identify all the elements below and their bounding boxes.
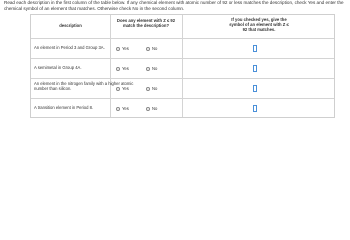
no-option[interactable] <box>146 46 157 51</box>
row-description: An element in the nitrogen family with a higher atomic number than silicon. <box>34 81 134 91</box>
row-description: A semimetal in Group 4A. <box>34 65 82 70</box>
column-divider <box>182 15 183 117</box>
yes-option[interactable] <box>116 66 146 71</box>
yes-radio[interactable] <box>116 87 120 91</box>
no-label: No <box>152 86 158 91</box>
yes-option[interactable] <box>116 106 146 111</box>
row-divider <box>31 78 334 79</box>
no-option[interactable] <box>146 86 157 91</box>
yes-radio[interactable] <box>116 107 120 111</box>
row-divider <box>31 58 334 59</box>
yes-option[interactable] <box>116 46 146 51</box>
no-radio[interactable] <box>146 107 150 111</box>
yes-label: Yes <box>122 46 129 51</box>
header-match: Does any element with Z ≤ 92 match the description? <box>116 18 176 28</box>
row-description: A transition element in Period 8. <box>34 105 94 110</box>
no-option[interactable] <box>146 106 157 111</box>
no-radio[interactable] <box>146 47 150 51</box>
no-radio[interactable] <box>146 87 150 91</box>
no-option[interactable] <box>146 66 157 71</box>
match-radio-group <box>116 46 157 51</box>
yes-option[interactable] <box>116 86 146 91</box>
yes-label: Yes <box>122 86 129 91</box>
symbol-input[interactable] <box>253 85 257 92</box>
answer-table <box>30 14 335 118</box>
instructions-text: Read each description in the first column of the table below. If any chemical element with atomic number of 92 or less matches the description, check Yes and enter the chemical symbol of an element that matches. Otherwise check No in the second column. <box>4 0 344 11</box>
symbol-input[interactable] <box>253 65 257 72</box>
no-label: No <box>152 66 158 71</box>
yes-label: Yes <box>122 66 129 71</box>
yes-label: Yes <box>122 106 129 111</box>
header-symbol: If you checked yes, give the symbol of an element with Z ≤ 92 that matches. <box>229 17 289 32</box>
match-radio-group <box>116 86 157 91</box>
header-divider <box>31 38 334 39</box>
header-description: description <box>59 23 82 28</box>
match-radio-group <box>116 66 157 71</box>
symbol-input[interactable] <box>253 105 257 112</box>
match-radio-group <box>116 106 157 111</box>
no-radio[interactable] <box>146 67 150 71</box>
yes-radio[interactable] <box>116 47 120 51</box>
no-label: No <box>152 106 158 111</box>
row-description: An element in Period 3 and Group 3A. <box>34 45 105 50</box>
no-label: No <box>152 46 158 51</box>
symbol-input[interactable] <box>253 45 257 52</box>
row-divider <box>31 98 334 99</box>
yes-radio[interactable] <box>116 67 120 71</box>
